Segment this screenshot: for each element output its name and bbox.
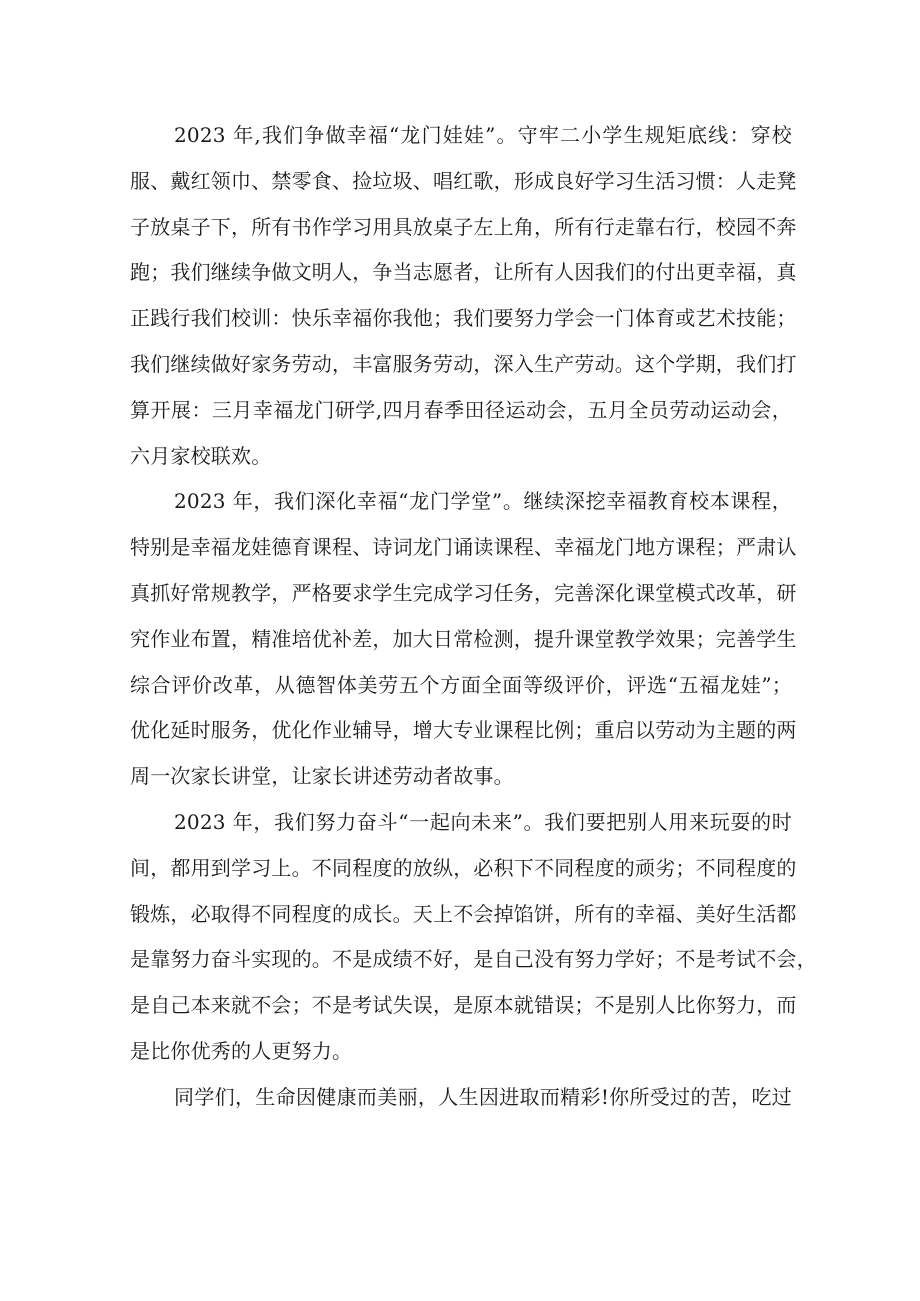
paragraph-longmen-school xyxy=(130,486,797,807)
text-line: 同学们，生命因健康而美丽，人生因进取而精彩!你所受过的苦，吃过 xyxy=(174,1084,792,1109)
text-line: 2023 年，我们深化幸福“龙门学堂”。继续深挖幸福教育校本课程， xyxy=(174,489,792,514)
text-line: 是比你优秀的人更努力。 xyxy=(130,1038,353,1063)
text-line: 我们继续做好家务劳动，丰富服务劳动，深入生产劳动。这个学期，我们打 xyxy=(130,351,797,376)
text-line: 是自己本来就不会；不是考试失误，是原本就错误；不是别人比你努力，而 xyxy=(130,993,797,1018)
text-line: 正践行我们校训：快乐幸福你我他；我们要努力学会一门体育或艺术技能； xyxy=(130,306,797,331)
text-line: 跑；我们继续争做文明人，争当志愿者，让所有人因我们的付出更幸福，真 xyxy=(130,260,797,285)
text-line: 2023 年,我们争做幸福“龙门娃娃”。守牢二小学生规矩底线：穿校 xyxy=(174,123,792,147)
text-line: 子放桌子下，所有书作学习用具放桌子左上角，所有行走靠右行，校园不奔 xyxy=(130,214,797,239)
text-line: 算开展：三月幸福龙门研学,四月春季田径运动会，五月全员劳动运动会， xyxy=(130,397,792,422)
paragraph-classmates xyxy=(130,1082,792,1128)
text-line: 服、戴红领巾、禁零食、捡垃圾、唱红歌，形成良好学习生活习惯：人走凳 xyxy=(130,168,797,193)
text-line: 锻炼，必取得不同程度的成长。天上不会掉馅饼，所有的幸福、美好生活都 xyxy=(130,901,797,926)
text-line: 究作业布置，精准培优补差，加大日常检测，提升课堂教学效果；完善学生 xyxy=(130,626,797,651)
document-body xyxy=(130,120,817,1128)
paragraph-longmen-kids xyxy=(130,120,797,486)
text-line: 综合评价改革，从德智体美劳五个方面全面等级评价，评选“五福龙娃”； xyxy=(130,672,792,697)
text-line: 优化延时服务，优化作业辅导，增大专业课程比例；重启以劳动为主题的两 xyxy=(130,718,797,743)
text-line: 是靠努力奋斗实现的。不是成绩不好，是自己没有努力学好；不是考试不会， xyxy=(130,947,817,972)
text-line: 真抓好常规教学，严格要求学生完成学习任务，完善深化课堂模式改革，研 xyxy=(130,580,797,605)
text-line: 间，都用到学习上。不同程度的放纵，必积下不同程度的顽劣；不同程度的 xyxy=(130,855,797,880)
text-line: 2023 年，我们努力奋斗“一起向未来”。我们要把别人用来玩耍的时 xyxy=(174,809,792,834)
text-line: 六月家校联欢。 xyxy=(130,443,272,468)
text-line: 特别是幸福龙娃德育课程、诗词龙门诵读课程、幸福龙门地方课程；严肃认 xyxy=(130,535,797,560)
text-line: 周一次家长讲堂，让家长讲述劳动者故事。 xyxy=(130,764,514,789)
paragraph-toward-future xyxy=(130,807,817,1082)
